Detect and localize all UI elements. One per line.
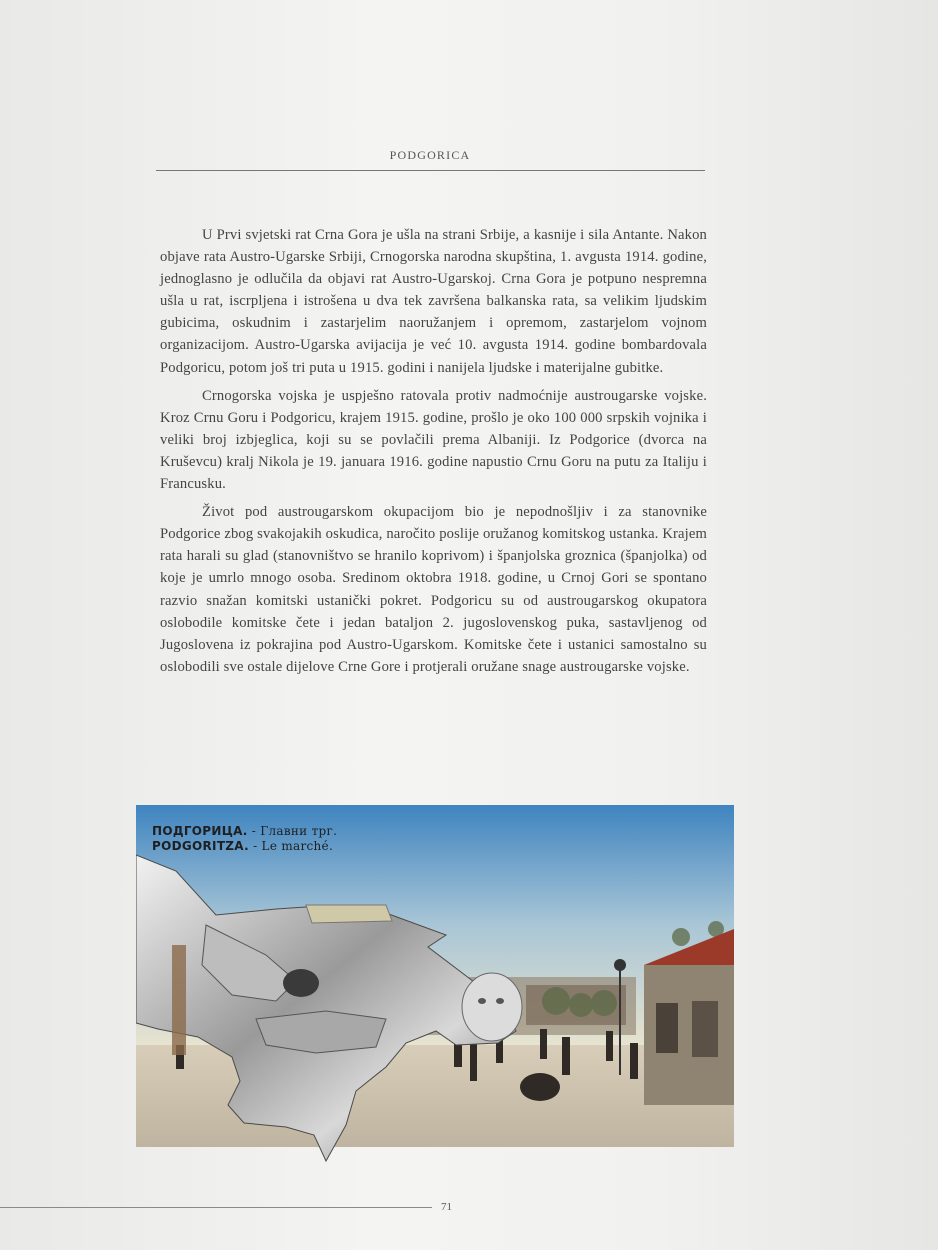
- caption-desc-cyrillic: - Главни трг.: [247, 824, 338, 838]
- postcard-caption: [152, 824, 337, 854]
- caption-place-cyrillic: ПОДГОРИЦА.: [152, 824, 248, 838]
- paragraph-3: Život pod austrougarskom okupacijom bio je nepodnošljiv i za stanovnike Podgorice zbog svakojakih oskudica, naročito poslije oružanog komitskog ustanka. Krajem rata harali su glad (stanovništvo se hranilo koprivom) i španjolska groznica (španjolka) od koje je umrlo mnogo osoba. Sredinom oktobra 1918. godine, u Crnoj Gori se spontano razvio snažan komitski ustanički pokret. Podgoricu su od austrougarskog okupatora oslobodile komitske čete i jedan bataljon 2. jugoslovenskog puka, sastavljenog od Jugoslovena iz pokrajina pod Austro-Ugarskom. Komitske čete i ustanici samostalno su oslobodili sve ostale dijelove Crne Gore i protjerali oružane snage austrougarske vojske.: [160, 504, 707, 675]
- running-title: PODGORICA: [389, 148, 471, 162]
- footer-rule: [0, 1207, 432, 1208]
- caption-cyrillic: [152, 824, 337, 839]
- caption-place-latin: PODGORITZA.: [152, 839, 249, 853]
- paragraph-1: U Prvi svjetski rat Crna Gora je ušla na strani Srbije, a kasnije i sila Antante. Nakon objave rata Austro-Ugarske Srbiji, Crnogorska narodna skupština, 1. avgusta 1914. godine, jednoglasno je odlučila da objavi rat Austro-Ugarskoj. Crna Gora je potpuno nespremna ušla u rat, iscrpljena i istrošena u dva tek završena balkanska rata, sa velikim ljudskim gubicima, oskudnim i zastarjelim naoružanjem i opremom, zastarjelom vojnom organizacijom. Austro-Ugarska avijacija je već 10. avgusta 1914. godine bombardovala Podgoricu, potom još tri puta u 1915. godini i nanijela ljudske i materijalne gubitke.: [160, 227, 707, 376]
- body-text: [160, 224, 707, 684]
- caption-desc-latin: - Le marché.: [248, 839, 334, 853]
- header-rule: [156, 170, 705, 171]
- caption-latin: [152, 839, 337, 854]
- paragraph-2: Crnogorska vojska je uspješno ratovala protiv nadmoćnije austrougarske vojske. Kroz Crnu Goru i Podgoricu, krajem 1915. godine, prošlo je oko 100 000 srpskih vojnika i veliki broj izbjeglica, koji su se povlačili prema Albaniji. Iz Podgorice (dvorca na Kruševcu) kralj Nikola je 19. januara 1916. godine napustio Crnu Goru na putu za Italiju i Francusku.: [160, 387, 707, 493]
- postcard-collage-image: [136, 805, 734, 1147]
- page-number: 71: [441, 1201, 452, 1213]
- collage-illustration: [136, 805, 734, 1165]
